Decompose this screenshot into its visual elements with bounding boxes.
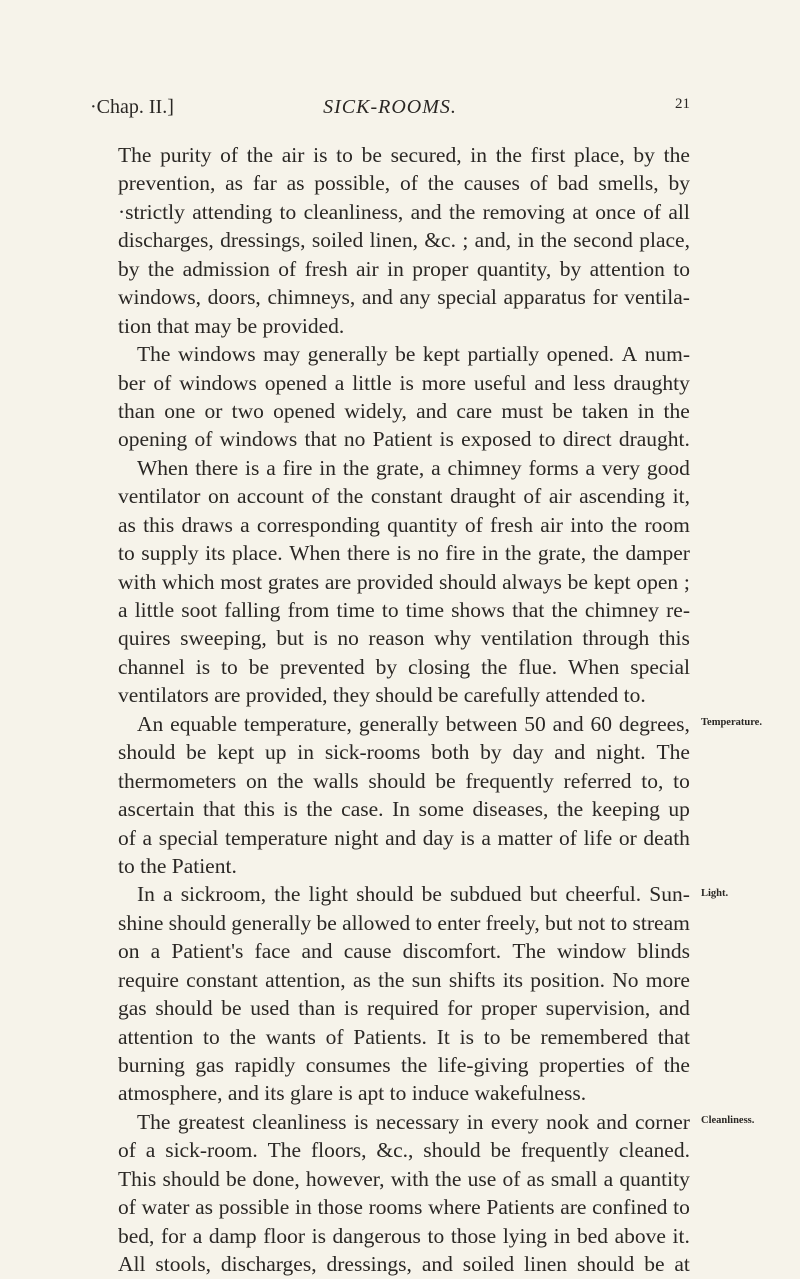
text-line: discharges, dressings, soiled linen, &c. ; and, in the second place, (118, 228, 690, 253)
text-line: by the admission of fresh air in proper quantity, by attention to (118, 256, 690, 281)
text-line: prevention, as far as possible, of the causes of bad smells, by (118, 171, 690, 196)
running-header (90, 96, 690, 126)
text-line: of a special temperature night and day is a matter of life or death (118, 825, 690, 850)
text-line: thermometers on the walls should be frequently referred to, to (118, 768, 690, 793)
text-line: burning gas rapidly consumes the life-giving properties of the (118, 1053, 690, 1077)
text-line: opening of windows that no Patient is exposed to direct draught. (118, 427, 690, 452)
text-line: channel is to be prevented by closing the flue. When special (118, 654, 690, 679)
text-line: In a sickroom, the light should be subdued but cheerful. Sun- (137, 882, 690, 907)
text-line: should be kept up in sick-rooms both by day and night. The (118, 740, 690, 765)
text-line: with which most grates are provided should always be kept open ; (118, 569, 690, 594)
running-title: SICK-ROOMS. (323, 96, 457, 118)
text-line: windows, doors, chimneys, and any special apparatus for ventila- (118, 285, 690, 310)
text-line: quires sweeping, but is no reason why ventilation through this (118, 626, 690, 651)
text-line: of water as possible in those rooms where Patients are confined to (118, 1195, 690, 1220)
text-line: When there is a fire in the grate, a chimney forms a very good (137, 455, 690, 480)
text-line: atmosphere, and its glare is apt to induce wakefulness. (118, 1081, 587, 1106)
body-text (118, 141, 690, 1279)
text-line: to the Patient. (118, 853, 237, 878)
text-line: attention to the wants of Patients. It is to be remembered that (118, 1024, 690, 1049)
text-line: This should be done, however, with the use of as small a quantity (118, 1166, 690, 1191)
text-line: shine should generally be allowed to enter freely, but not to stream (118, 910, 690, 935)
text-line: gas should be used than is required for proper supervision, and (118, 996, 690, 1021)
text-line: ascertain that this is the case. In some diseases, the keeping up (118, 797, 690, 822)
text-line: ventilator on account of the constant draught of air ascending it, (118, 484, 690, 509)
text-line: ber of windows opened a little is more useful and less draughty (118, 370, 690, 395)
text-line: tion that may be provided. (118, 313, 345, 338)
text-line: All stools, discharges, dressings, and soiled linen should be at (118, 1252, 690, 1277)
text-line: The purity of the air is to be secured, in the first place, by the (118, 143, 690, 167)
text-line: on a Patient's face and cause discomfort. The window blinds (118, 939, 690, 964)
chapter-label: ·Chap. II.] (90, 96, 174, 118)
text-line: a little soot falling from time to time shows that the chimney re- (118, 598, 690, 622)
text-line: require constant attention, as the sun shifts its position. No more (118, 967, 690, 992)
text-line: of a sick-room. The floors, &c., should be frequently cleaned. (118, 1138, 690, 1163)
text-line: An equable temperature, generally between 50 and 60 degrees, (137, 711, 690, 736)
page-number: 21 (675, 96, 690, 112)
margin-note-temperature: Temperature. (701, 717, 762, 728)
text-line: The windows may generally be kept partially opened. A num- (137, 342, 690, 367)
text-line: The greatest cleanliness is necessary in every nook and corner (137, 1109, 690, 1134)
text-line: than one or two opened widely, and care must be taken in the (118, 398, 690, 423)
text-line: ·strictly attending to cleanliness, and the removing at once of all (118, 199, 690, 224)
text-line: to supply its place. When there is no fire in the grate, the damper (118, 541, 690, 566)
margin-note-light: Light. (701, 888, 729, 899)
margin-note-cleanliness: Cleanliness. (701, 1115, 755, 1126)
text-line: ventilators are provided, they should be carefully attended to. (118, 683, 646, 708)
text-line: bed, for a damp floor is dangerous to those lying in bed above it. (118, 1223, 690, 1248)
text-line: as this draws a corresponding quantity of fresh air into the room (118, 512, 690, 537)
